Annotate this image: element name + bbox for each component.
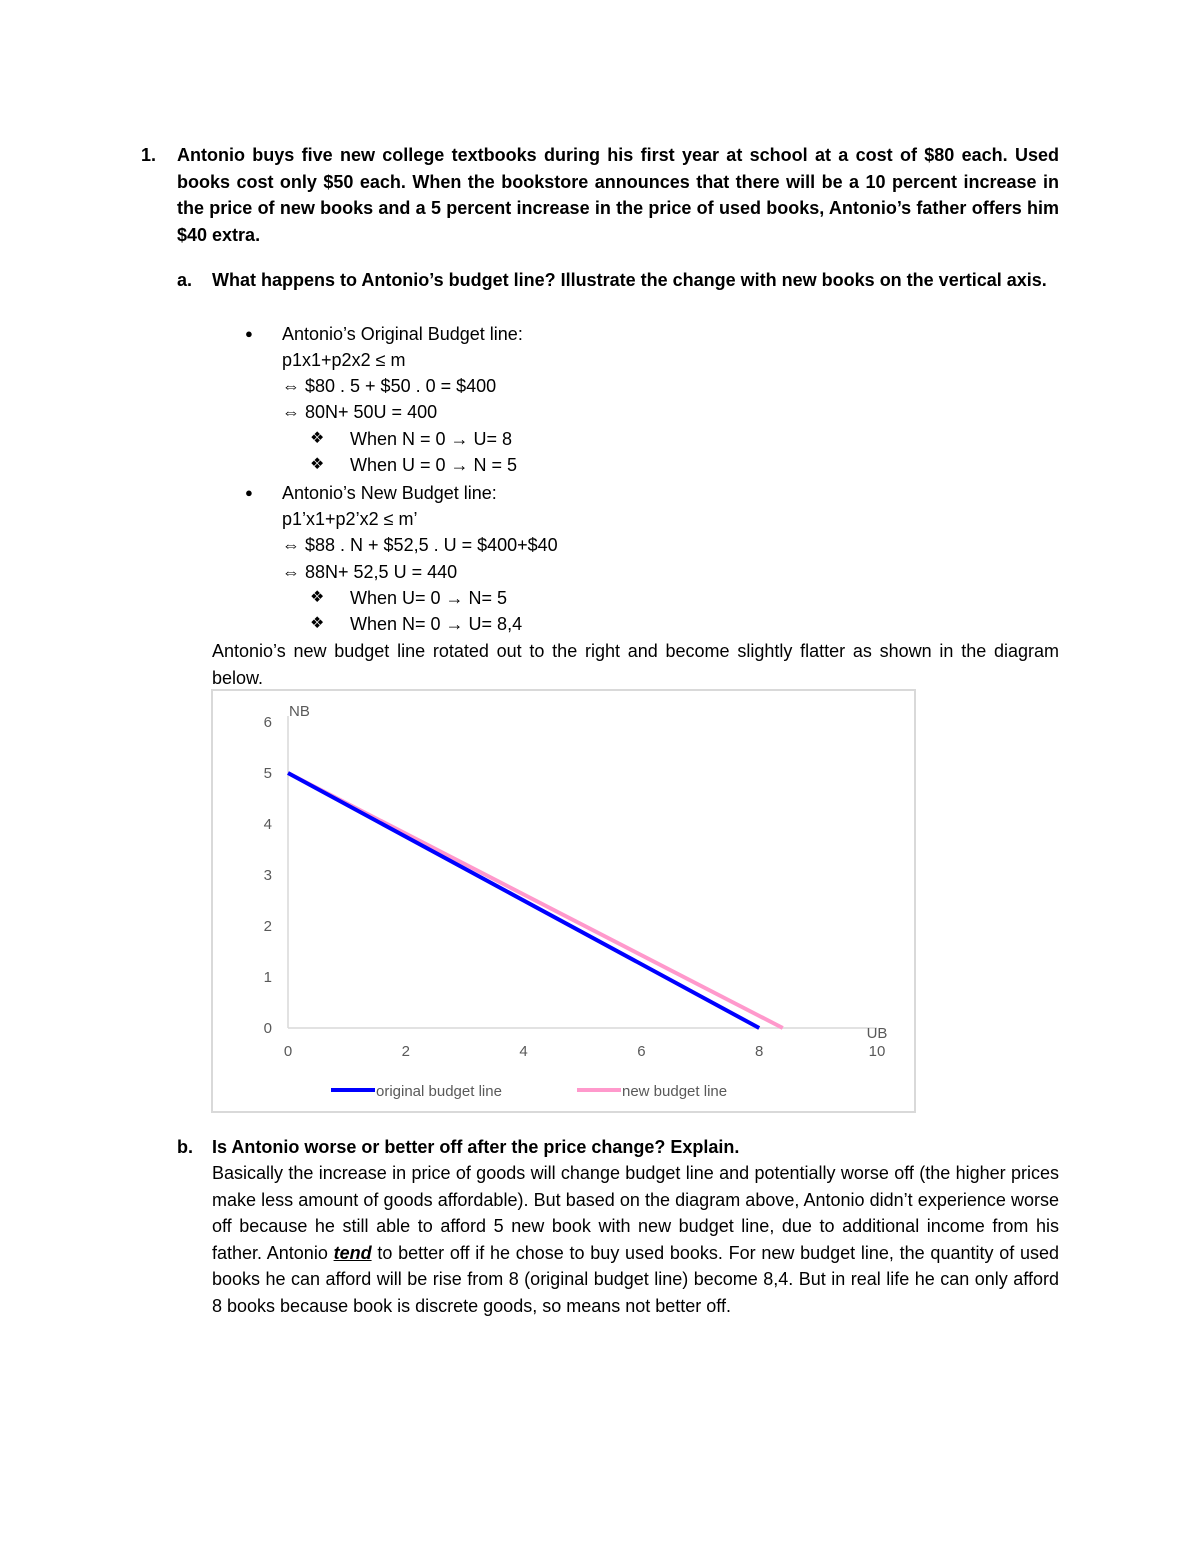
y-tick-label: 1	[263, 969, 272, 986]
chart-svg	[213, 691, 914, 1111]
original-eq2: ⇔ 80N+ 50U = 400	[282, 402, 438, 422]
answer-end: to better off if he chose to buy used books. For new budget line, the quantity of used books he can afford will be rise from 8 (original budget line) become 8,4. But in real life he can only afford 8 books because book is discrete goods, so means not better off.	[212, 1242, 1059, 1316]
new-case2: When N= 0 → U= 8,4	[350, 614, 523, 634]
budget-line-chart	[211, 689, 916, 1113]
part-a-conclusion: Antonio’s new budget line rotated out to the right and become slightly flatter as shown in the diagram below.	[212, 641, 1059, 688]
new-eq1: ⇔ $88 . N + $52,5 . U = $400+$40	[282, 535, 558, 555]
bullet-original: ●	[245, 326, 253, 341]
question-number: 1.	[141, 145, 157, 165]
x-tick-label: 0	[283, 1043, 293, 1060]
question-text: Antonio buys five new college textbooks during his first year at school at a cost of $80 each. Used books cost only $50 each. When the bookstore announces that there will be a 10 percent increase in the price of new books and a 5 percent increase in the price of used books, Antonio’s father offers him $40 extra.	[177, 145, 1059, 245]
diamond-bullet: ❖	[310, 615, 325, 632]
x-tick-label: 6	[637, 1043, 646, 1060]
original-formula: p1x1+p2x2 ≤ m	[282, 350, 406, 370]
diamond-bullet: ❖	[310, 589, 325, 606]
y-tick-label: 4	[263, 816, 272, 833]
original-case2: When U = 0 → N = 5	[350, 455, 518, 475]
diamond-bullet: ❖	[310, 430, 325, 447]
answer-start: Basically the increase in price of goods will change budget line and potentially worse off (the higher prices make less amount of goods affordable). But based on the diagram above, Antonio didn’t experience worse off because he still able to afford 5 new book with new budget line, due to additional income from his father. Antonio	[212, 1163, 1059, 1263]
y-tick-label: 5	[263, 765, 272, 782]
y-tick-label: 3	[263, 867, 272, 884]
original-case1: When N = 0 → U= 8	[350, 429, 513, 449]
series-line-original	[288, 773, 759, 1028]
y-tick-label: 0	[263, 1020, 272, 1037]
y-axis-title: NB	[289, 703, 310, 720]
part-b-label: b.	[177, 1137, 193, 1157]
part-b-answer	[212, 1160, 1059, 1320]
original-eq1: ⇔ $80 . 5 + $50 . 0 = $400	[282, 376, 497, 396]
original-title: Antonio’s Original Budget line:	[282, 324, 523, 344]
new-title: Antonio’s New Budget line:	[282, 483, 497, 503]
legend-label: original budget line	[376, 1083, 502, 1100]
new-case1: When U= 0 → N= 5	[350, 588, 508, 608]
part-a-question: What happens to Antonio’s budget line? Illustrate the change with new books on the vertical axis.	[212, 270, 1047, 290]
y-tick-label: 2	[263, 918, 272, 935]
answer-emphasis: tend	[333, 1242, 372, 1263]
x-tick-label: 4	[519, 1043, 528, 1060]
bullet-new: ●	[245, 485, 253, 500]
part-a-label: a.	[177, 270, 193, 290]
legend-label: new budget line	[622, 1083, 728, 1100]
new-formula: p1’x1+p2’x2 ≤ m’	[282, 509, 418, 529]
x-tick-label: 10	[868, 1043, 886, 1060]
diamond-bullet: ❖	[310, 456, 325, 473]
x-axis-title: UB	[866, 1025, 888, 1042]
part-b-question: Is Antonio worse or better off after the price change? Explain.	[212, 1137, 740, 1157]
x-tick-label: 2	[401, 1043, 410, 1060]
x-tick-label: 8	[755, 1043, 764, 1060]
new-eq2: ⇔ 88N+ 52,5 U = 440	[282, 562, 458, 582]
y-tick-label: 6	[263, 714, 272, 731]
